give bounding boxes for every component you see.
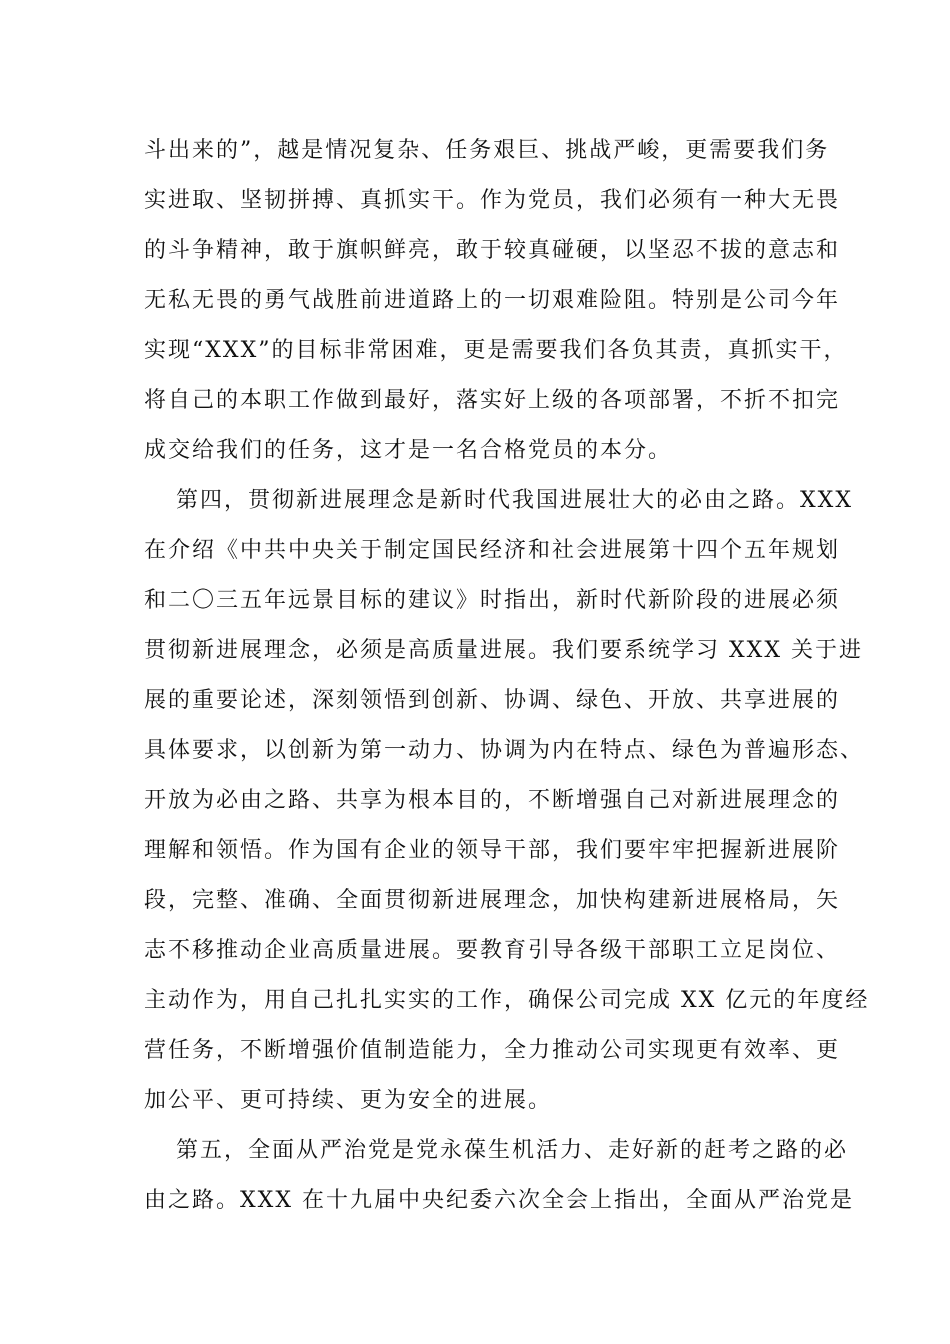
- text-line: 理解和领悟。作为国有企业的领导干部，我们要牢牢把握新进展阶: [144, 838, 841, 863]
- text-line: 志不移推动企业高质量进展。要教育引导各级干部职工立足岗位、: [144, 938, 841, 963]
- paragraph-start-line: 第四，贯彻新进展理念是新时代我国进展壮大的必由之路。XXX: [176, 488, 853, 513]
- text-line: 主动作为，用自己扎扎实实的工作，确保公司完成 XX 亿元的年度经: [144, 988, 870, 1013]
- text-line: 在介绍《中共中央关于制定国民经济和社会进展第十四个五年规划: [144, 538, 841, 563]
- text-line: 具体要求，以创新为第一动力、协调为内在特点、绿色为普遍形态、: [144, 738, 865, 763]
- text-line: 无私无畏的勇气战胜前进道路上的一切艰难险阻。特别是公司今年: [144, 288, 841, 313]
- text-line: 段，完整、准确、全面贯彻新进展理念，加快构建新进展格局，矢: [144, 888, 841, 913]
- text-line: 实进取、坚韧拼搏、真抓实干。作为党员，我们必须有一种大无畏: [144, 188, 841, 213]
- text-line: 展的重要论述，深刻领悟到创新、协调、绿色、开放、共享进展的: [144, 688, 841, 713]
- text-line: 由之路。XXX 在十九届中央纪委六次全会上指出，全面从严治党是: [144, 1188, 854, 1213]
- text-line: 加公平、更可持续、更为安全的进展。: [144, 1088, 553, 1113]
- text-line: 的斗争精神，敢于旗帜鲜亮，敢于较真碰硬，以坚忍不拔的意志和: [144, 238, 841, 263]
- text-line: 贯彻新进展理念，必须是高质量进展。我们要系统学习 XXX 关于进: [144, 638, 863, 663]
- text-line: 开放为必由之路、共享为根本目的，不断增强自己对新进展理念的: [144, 788, 841, 813]
- text-line: 斗出来的”，越是情况复杂、任务艰巨、挑战严峻，更需要我们务: [144, 138, 830, 163]
- paragraph-start-line: 第五，全面从严治党是党永葆生机活力、走好新的赶考之路的必: [176, 1138, 849, 1163]
- text-line: 成交给我们的任务，这才是一名合格党员的本分。: [144, 438, 673, 463]
- text-line: 营任务，不断增强价值制造能力，全力推动公司实现更有效率、更: [144, 1038, 841, 1063]
- text-line: 和二〇三五年远景目标的建议》时指出，新时代新阶段的进展必须: [144, 588, 841, 613]
- text-line: 将自己的本职工作做到最好，落实好上级的各项部署，不折不扣完: [144, 388, 841, 413]
- text-line: 实现“XXX”的目标非常困难，更是需要我们各负其责，真抓实干，: [144, 338, 848, 363]
